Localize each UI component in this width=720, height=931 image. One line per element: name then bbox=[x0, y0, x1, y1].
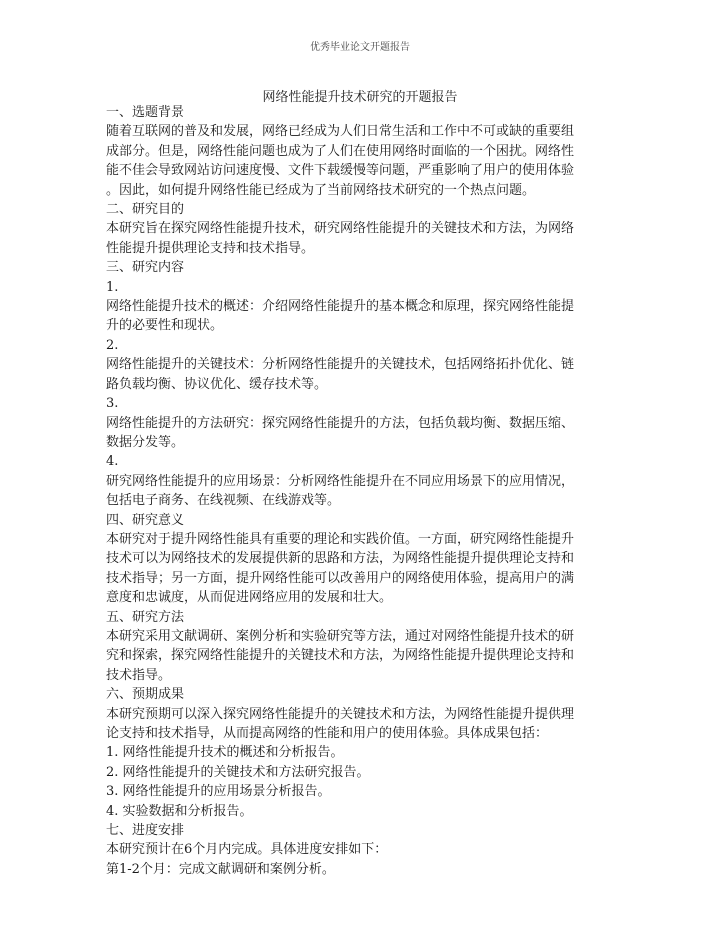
text-line: 3. 网络性能提升的应用场景分析报告。 bbox=[106, 784, 331, 800]
text-line: 成部分。但是，网络性能问题也成为了人们在使用网络时面临的一个困扰。网络性 bbox=[106, 143, 575, 159]
text-line: 本研究预期可以深入探究网络性能提升的关键技术和方法，为网络性能提升提供理 bbox=[106, 706, 575, 722]
page-header: 优秀毕业论文开题报告 bbox=[310, 42, 410, 53]
text-line: 七、进度安排 bbox=[106, 823, 185, 839]
text-line: 究和探索，探究网络性能提升的关键技术和方法，为网络性能提升提供理论支持和 bbox=[106, 648, 575, 664]
text-line: 3. bbox=[106, 396, 119, 412]
document-title: 网络性能提升技术研究的开题报告 bbox=[262, 90, 458, 105]
text-line: 意度和忠诚度，从而促进网络应用的发展和壮大。 bbox=[106, 590, 393, 606]
document-body bbox=[106, 103, 616, 879]
text-line: 能不佳会导致网站访问速度慢、文件下载缓慢等问题，严重影响了用户的使用体验 bbox=[106, 163, 575, 179]
text-line: 技术指导；另一方面，提升网络性能可以改善用户的网络使用体验，提高用户的满 bbox=[106, 570, 575, 586]
text-line: 技术指导。 bbox=[106, 667, 172, 683]
text-line: 2. 网络性能提升的关键技术和方法研究报告。 bbox=[106, 764, 370, 780]
text-line: 网络性能提升的关键技术：分析网络性能提升的关键技术，包括网络拓扑优化、链 bbox=[106, 357, 575, 373]
text-line: 4. bbox=[106, 454, 119, 470]
text-line: 路负载均衡、协议优化、缓存技术等。 bbox=[106, 376, 328, 392]
text-line: 二、研究目的 bbox=[106, 202, 185, 218]
text-line: 四、研究意义 bbox=[106, 512, 185, 528]
text-line: 数据分发等。 bbox=[106, 434, 185, 450]
text-line: 本研究采用文献调研、案例分析和实验研究等方法，通过对网络性能提升技术的研 bbox=[106, 628, 575, 644]
text-line: 一、选题背景 bbox=[106, 105, 185, 120]
text-line: 本研究预计在6个月内完成。具体进度安排如下： bbox=[106, 842, 388, 858]
text-line: 六、预期成果 bbox=[106, 687, 185, 703]
text-line: 本研究对于提升网络性能具有重要的理论和实践价值。一方面，研究网络性能提升 bbox=[106, 531, 575, 547]
text-line: 包括电子商务、在线视频、在线游戏等。 bbox=[106, 493, 341, 509]
text-line: 升的必要性和现状。 bbox=[106, 318, 224, 334]
text-line: 网络性能提升的方法研究：探究网络性能提升的方法，包括负载均衡、数据压缩、 bbox=[106, 415, 575, 431]
text-line: 1. 网络性能提升技术的概述和分析报告。 bbox=[106, 745, 344, 761]
text-line: 研究网络性能提升的应用场景：分析网络性能提升在不同应用场景下的应用情况， bbox=[106, 473, 575, 489]
text-line: 性能提升提供理论支持和技术指导。 bbox=[106, 240, 315, 256]
text-line: 三、研究内容 bbox=[106, 260, 185, 276]
text-line: 网络性能提升技术的概述：介绍网络性能提升的基本概念和原理，探究网络性能提 bbox=[106, 299, 575, 315]
text-line: 1. bbox=[106, 279, 119, 295]
text-line: 第1-2个月：完成文献调研和案例分析。 bbox=[106, 861, 335, 877]
text-line: 随着互联网的普及和发展，网络已经成为人们日常生活和工作中不可或缺的重要组 bbox=[106, 124, 575, 140]
text-line: 五、研究方法 bbox=[106, 609, 185, 625]
text-line: 2. bbox=[106, 337, 119, 353]
text-line: 4. 实验数据和分析报告。 bbox=[106, 803, 253, 819]
text-line: 论支持和技术指导，从而提高网络的性能和用户的使用体验。具体成果包括： bbox=[106, 726, 549, 741]
text-line: 。因此，如何提升网络性能已经成为了当前网络技术研究的一个热点问题。 bbox=[106, 182, 536, 198]
text-line: 本研究旨在探究网络性能提升技术，研究网络性能提升的关键技术和方法，为网络 bbox=[106, 221, 575, 237]
text-line: 技术可以为网络技术的发展提供新的思路和方法，为网络性能提升提供理论支持和 bbox=[106, 551, 575, 567]
